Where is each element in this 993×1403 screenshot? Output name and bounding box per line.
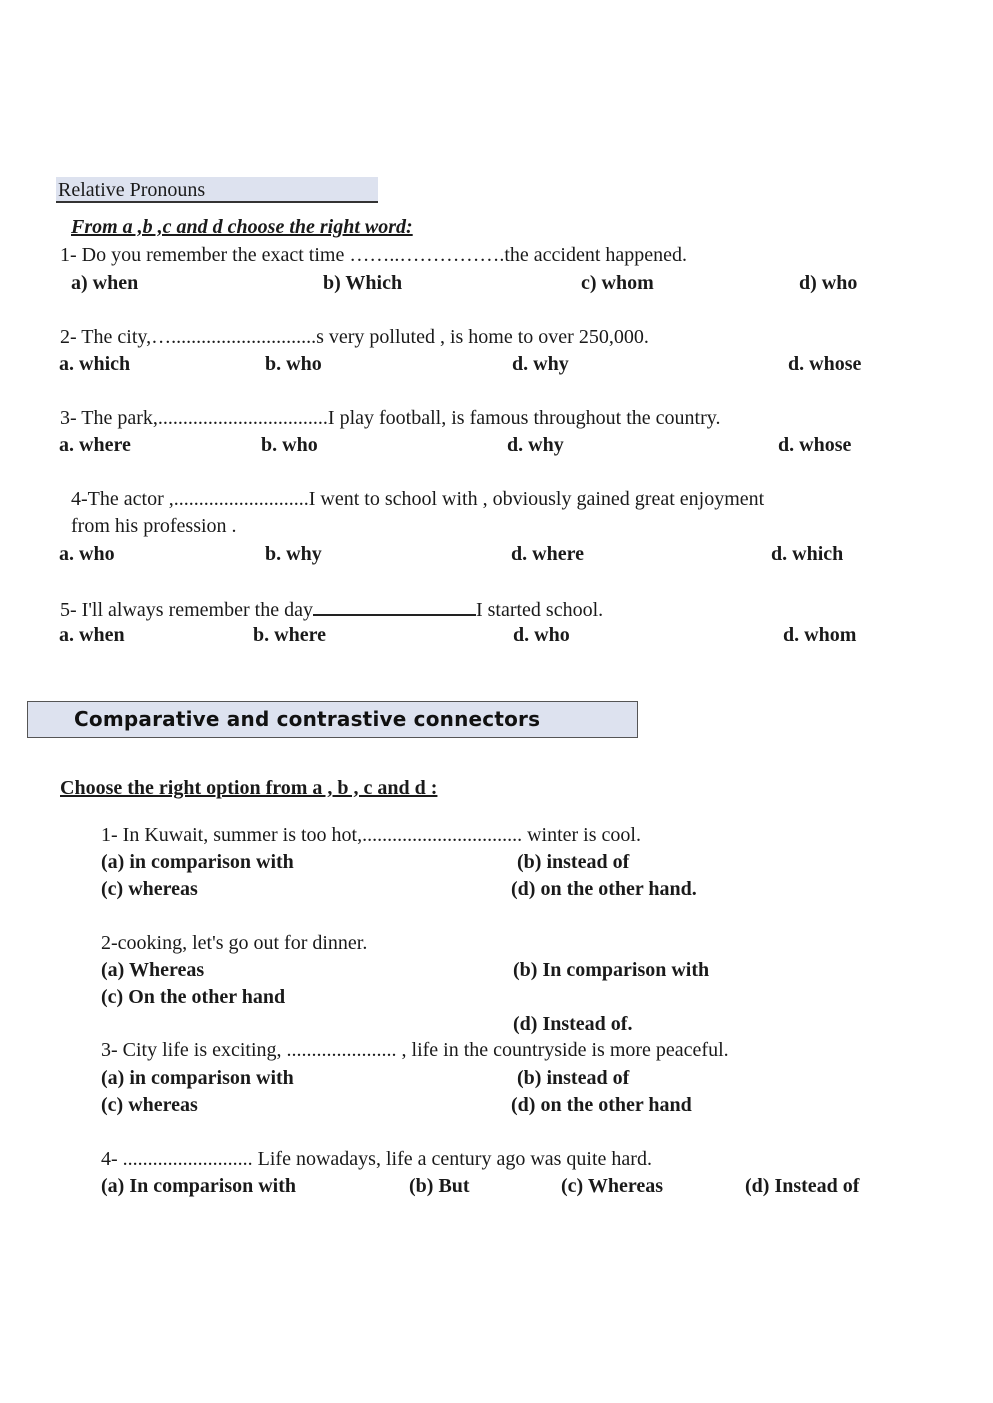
s2-question-2-option-a: (a) Whereas (101, 959, 205, 981)
question-5-option-c: d. who (513, 624, 570, 646)
question-1-option-b: b) Which (323, 272, 403, 294)
answer-blank (313, 596, 476, 616)
s2-question-1-option-c: (c) whereas (101, 878, 198, 900)
question-4-text-line-1: 4-The actor ,...........................I went to school with , obviously gained great enjoyment (71, 488, 765, 510)
question-1-text: 1- Do you remember the exact time ……..…………….the accident happened. (60, 244, 688, 266)
question-4-option-d: d. which (771, 543, 844, 565)
question-5-text-after: I started school. (475, 599, 604, 621)
section2-instruction: Choose the right option from a , b , c and d : (60, 777, 438, 799)
question-5-option-d: d. whom (783, 624, 857, 646)
section1-instruction: From a ,b ,c and d choose the right word: (71, 216, 413, 238)
question-4-option-c: d. where (511, 543, 584, 565)
question-4-option-b: b. why (265, 543, 322, 565)
s2-question-4-option-d: (d) Instead of (745, 1175, 860, 1197)
s2-question-1-option-d: (d) on the other hand. (511, 878, 697, 900)
question-3-option-c: d. why (507, 434, 564, 456)
question-3-option-a: a. where (59, 434, 131, 456)
s2-question-3-text: 3- City life is exciting, ...................... , life in the countryside is more peaceful. (101, 1039, 729, 1061)
question-2-option-c: d. why (512, 353, 569, 375)
question-2-option-d: d. whose (788, 353, 862, 375)
question-2-option-a: a. which (59, 353, 131, 375)
s2-question-3-option-c: (c) whereas (101, 1094, 198, 1116)
s2-question-4-text: 4- .......................... Life nowadays, life a century ago was quite hard. (101, 1148, 652, 1170)
question-1-option-a: a) when (71, 272, 139, 294)
question-5-option-b: b. where (253, 624, 326, 646)
question-3-option-b: b. who (261, 434, 318, 456)
s2-question-1-option-a: (a) in comparison with (101, 851, 294, 873)
question-3-text: 3- The park,..................................I play football, is famous throughout the country. (60, 407, 721, 429)
s2-question-3-option-d: (d) on the other hand (511, 1094, 692, 1116)
s2-question-2-option-d: (d) Instead of. (513, 1013, 633, 1035)
s2-question-3-option-b: (b) instead of (517, 1067, 630, 1089)
s2-question-2-option-c: (c) On the other hand (101, 986, 286, 1008)
section-title-relative-pronouns: Relative Pronouns (56, 177, 378, 203)
question-1-option-c: c) whom (581, 272, 654, 294)
s2-question-2-option-b: (b) In comparison with (513, 959, 710, 981)
s2-question-4-option-a: (a) In comparison with (101, 1175, 297, 1197)
section-title-connectors: Comparative and contrastive connectors (27, 701, 638, 738)
question-2-text: 2- The city,….............................s very polluted , is home to over 250,000. (60, 326, 649, 348)
s2-question-4-option-b: (b) But (409, 1175, 470, 1197)
question-5-text (60, 596, 603, 622)
s2-question-1-option-b: (b) instead of (517, 851, 630, 873)
s2-question-1-text: 1- In Kuwait, summer is too hot,................................ winter is cool. (101, 824, 641, 846)
question-5-option-a: a. when (59, 624, 125, 646)
question-5-text-before: 5- I'll always remember the day (60, 599, 313, 621)
s2-question-2-text: 2-cooking, let's go out for dinner. (101, 932, 368, 954)
s2-question-4-option-c: (c) Whereas (561, 1175, 664, 1197)
question-4-text-line-2: from his profession . (71, 515, 237, 537)
question-4-option-a: a. who (59, 543, 115, 565)
question-3-option-d: d. whose (778, 434, 852, 456)
s2-question-3-option-a: (a) in comparison with (101, 1067, 294, 1089)
question-2-option-b: b. who (265, 353, 322, 375)
question-1-option-d: d) who (799, 272, 858, 294)
